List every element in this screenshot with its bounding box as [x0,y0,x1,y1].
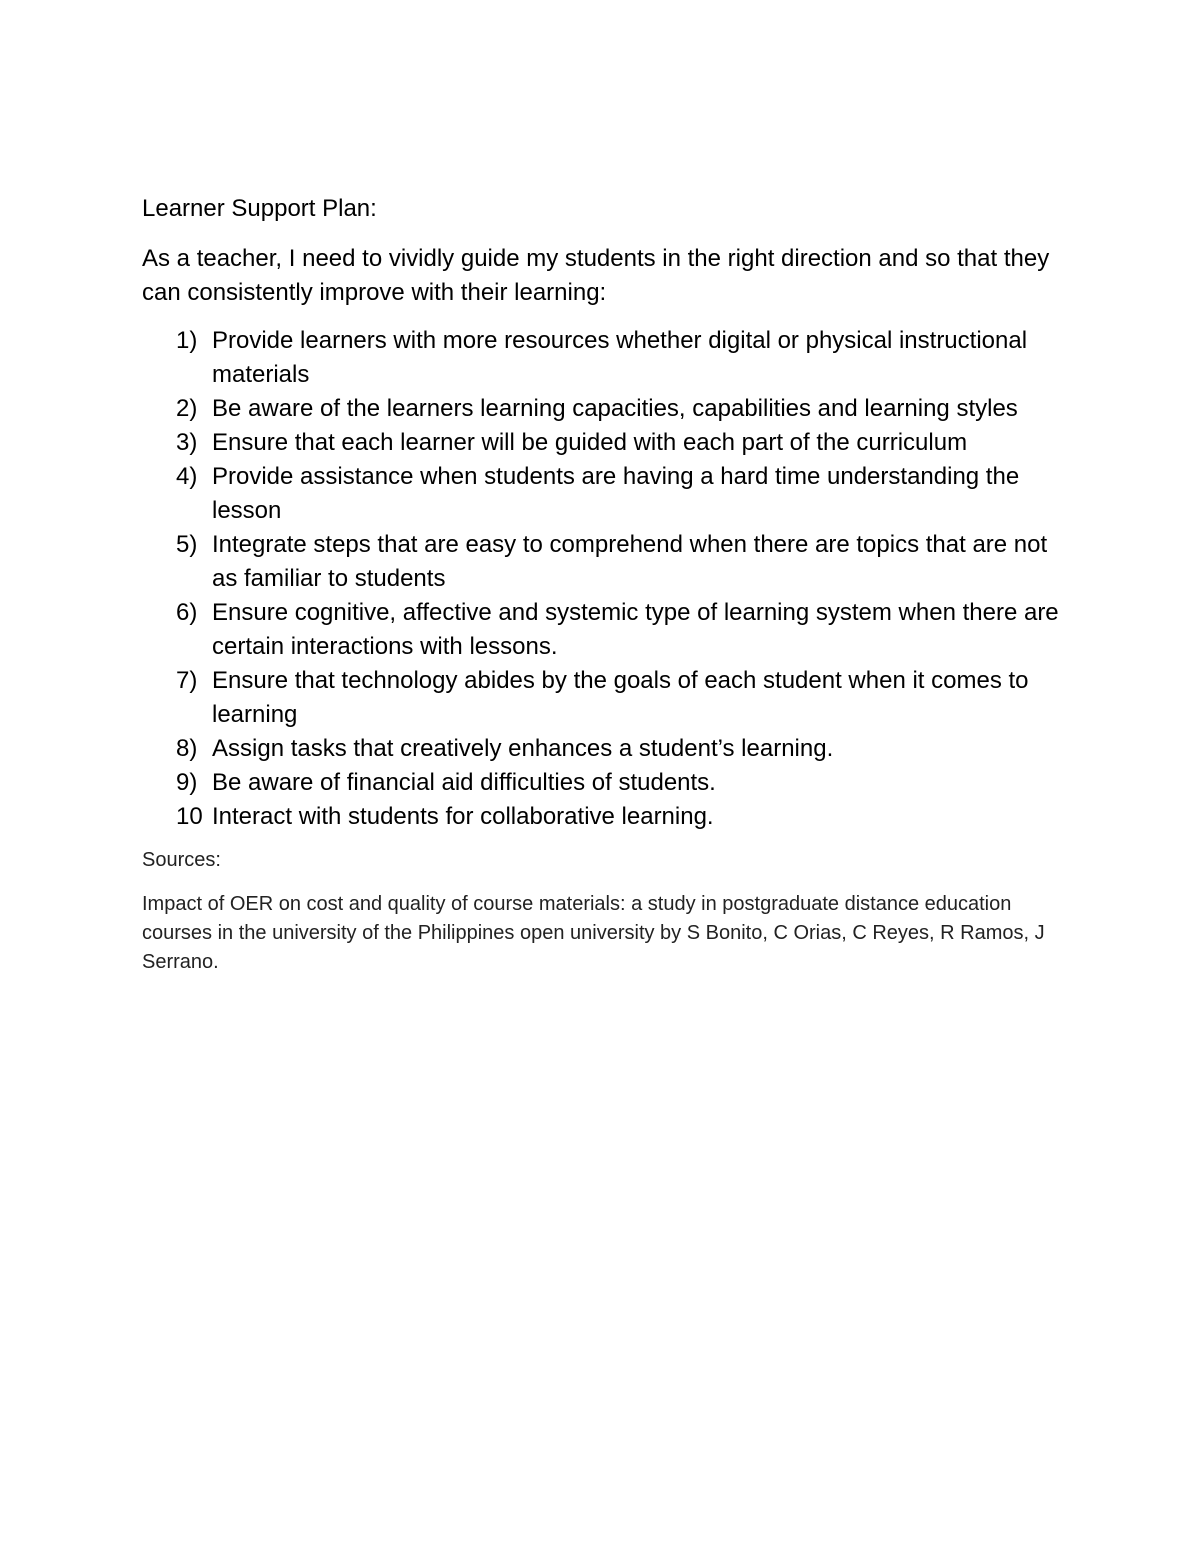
list-item-number: 8) [176,735,198,762]
list-item-text: Ensure cognitive, affective and systemic type of learning system when there are certain interactions with lessons. [212,599,1059,660]
list-item [142,800,1072,834]
list-item [142,392,1072,426]
document-content [142,192,1072,977]
list-item-text: Provide assistance when students are having a hard time understanding the lesson [212,463,1020,524]
list-item-text: Be aware of financial aid difficulties of students. [212,769,716,796]
list-item-text: Interact with students for collaborative learning. [212,803,714,830]
support-plan-list [142,324,1072,834]
list-item-number: 9) [176,769,198,796]
sources-heading: Sources: [142,849,221,871]
list-item-text: Assign tasks that creatively enhances a student’s learning. [212,735,834,762]
list-item-number: 6) [176,599,198,626]
list-item [142,732,1072,766]
list-item [142,324,1072,392]
list-item-text: Be aware of the learners learning capacities, capabilities and learning styles [212,395,1018,422]
list-item [142,664,1072,732]
list-item-number: 5) [176,531,198,558]
intro-paragraph: As a teacher, I need to vividly guide my students in the right direction and so that they can consistently improve with their learning: [142,245,1050,306]
list-item-text: Integrate steps that are easy to comprehend when there are topics that are not as familiar to students [212,531,1048,592]
source-citation: Impact of OER on cost and quality of course materials: a study in postgraduate distance education courses in the university of the Philippines open university by S Bonito, C Orias, C Reyes, R Ramos, J Serrano. [142,893,1045,973]
document-title: Learner Support Plan: [142,195,377,222]
list-item [142,460,1072,528]
list-item [142,528,1072,596]
list-item-text: Ensure that each learner will be guided with each part of the curriculum [212,429,968,456]
list-item-number: 3) [176,429,198,456]
list-item-number: 4) [176,463,198,490]
list-item-text: Provide learners with more resources whether digital or physical instructional materials [212,327,1028,388]
list-item-number: 7) [176,667,198,694]
list-item-number: 2) [176,395,198,422]
list-item [142,596,1072,664]
list-item-number: 1) [176,327,198,354]
list-item [142,766,1072,800]
list-item [142,426,1072,460]
list-item-number: 10 [176,803,203,830]
list-item-text: Ensure that technology abides by the goals of each student when it comes to learning [212,667,1029,728]
